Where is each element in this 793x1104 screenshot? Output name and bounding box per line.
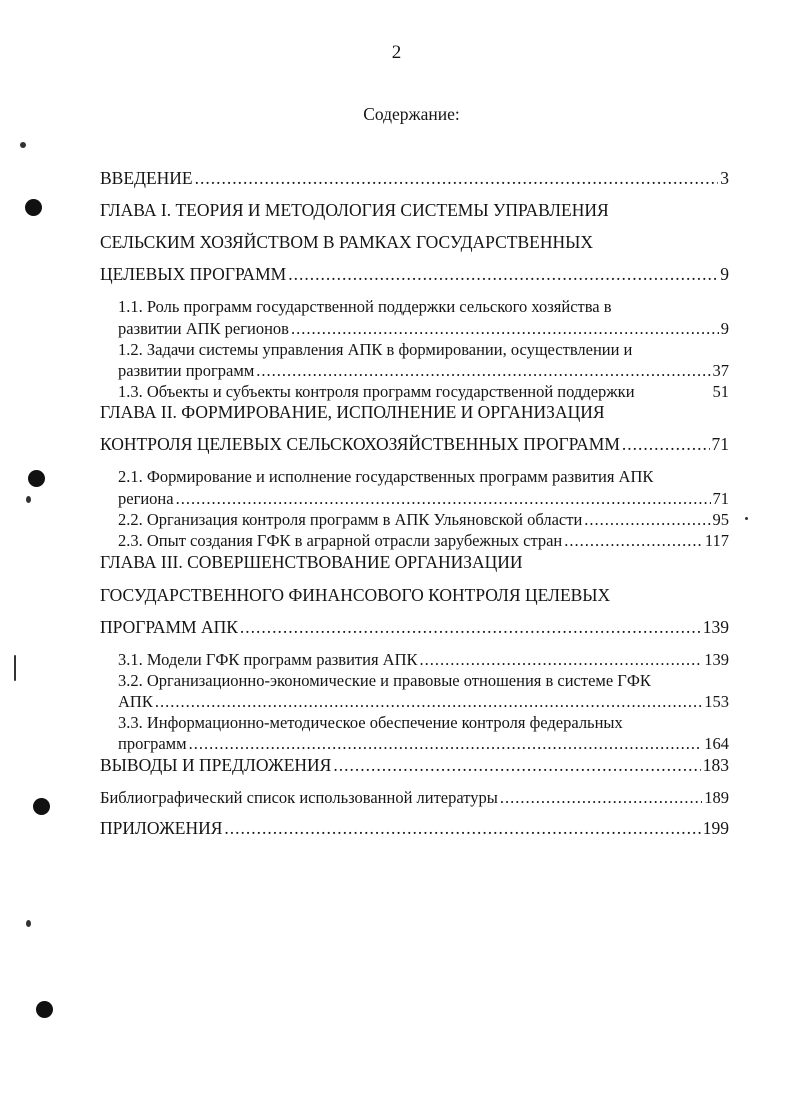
toc-entry-label: Библиографический список использованной литературы [100,788,498,807]
toc-entry-page: 139 [704,650,729,669]
toc-entry-label: ВЫВОДЫ И ПРЕДЛОЖЕНИЯ [100,755,332,775]
toc-leader-dots [291,319,719,339]
binder-hole-mark [25,199,42,216]
toc-entry-bibliography[interactable] [100,788,729,808]
toc-entry-label: ПРОГРАММ АПК [100,617,238,637]
toc-entry-chapter-2[interactable] [100,434,729,454]
toc-leader-dots [500,788,702,808]
chapter-2-heading-line: ГЛАВА II. ФОРМИРОВАНИЕ, ИСПОЛНЕНИЕ И ОРГАНИЗАЦИЯ [100,402,605,422]
toc-entry-section-2-3[interactable] [118,531,729,551]
toc-entry-section-2-1[interactable] [118,489,729,509]
toc-entry-section-3-2[interactable] [118,692,729,712]
toc-entry-label: 2.2. Организация контроля программ в АПК Ульяновской области [118,510,583,529]
toc-entry-chapter-1[interactable] [100,264,729,284]
toc-entry-label: региона [118,489,174,508]
toc-entry-page: 3 [720,168,729,188]
scan-speck [26,496,31,503]
toc-leader-dots [622,434,710,454]
toc-leader-dots [195,168,719,188]
toc-leader-dots [420,650,703,670]
toc-entry-label: развитии программ [118,361,255,380]
toc-entry-label: ЦЕЛЕВЫХ ПРОГРАММ [100,264,287,284]
toc-entry-page: 153 [704,692,729,711]
toc-entry-page: 71 [712,489,729,508]
toc-entry-page: 199 [702,818,729,838]
toc-entry-label: ВВЕДЕНИЕ [100,168,193,188]
chapter-1-heading-line: ГЛАВА I. ТЕОРИЯ И МЕТОДОЛОГИЯ СИСТЕМЫ УПРАВЛЕНИЯ [100,200,609,220]
toc-entry-page: 139 [702,617,729,637]
toc-entry-page: 9 [720,264,729,284]
toc-entry-label: развитии АПК регионов [118,319,289,338]
toc-leader-dots [333,755,700,775]
scan-speck [26,920,31,927]
toc-entry-section-1-1[interactable] [118,319,729,339]
toc-entry-label: АПК [118,692,153,711]
toc-entry-label: 2.3. Опыт создания ГФК в аграрной отрасли зарубежных стран [118,531,563,550]
toc-leader-dots [240,617,701,637]
toc-entry-page: 71 [711,434,729,454]
toc-entry-page: 9 [720,319,729,338]
toc-leader-dots [224,818,700,838]
toc-leader-dots [564,531,703,551]
toc-entry-section-1-3[interactable] [118,382,729,402]
toc-leader-dots [256,361,710,381]
chapter-3-heading-line: ГОСУДАРСТВЕННОГО ФИНАНСОВОГО КОНТРОЛЯ ЦЕЛЕВЫХ [100,585,611,605]
scan-speck [745,517,748,520]
toc-entry-section-3-3[interactable] [118,734,729,754]
section-3-2-line: 3.2. Организационно-экономические и правовые отношения в системе ГФК [118,671,651,690]
toc-leader-dots [584,510,710,530]
binder-hole-mark [36,1001,53,1018]
toc-entry-page: 189 [704,788,729,807]
toc-entry-page: 164 [704,734,729,753]
toc-entry-conclusions[interactable] [100,755,729,775]
toc-leader-dots [189,734,703,754]
toc-leader-dots [155,692,702,712]
section-1-1-line: 1.1. Роль программ государственной поддержки сельского хозяйства в [118,297,612,316]
toc-entry-label: ПРИЛОЖЕНИЯ [100,818,223,838]
toc-entry-section-2-2[interactable] [118,510,729,530]
toc-entry-label: программ [118,734,187,753]
scan-speck [20,142,26,148]
chapter-3-heading-line: ГЛАВА III. СОВЕРШЕНСТВОВАНИЕ ОРГАНИЗАЦИИ [100,552,523,572]
toc-entry-label: КОНТРОЛЯ ЦЕЛЕВЫХ СЕЛЬСКОХОЗЯЙСТВЕННЫХ ПРОГРАММ [100,434,620,454]
toc-entry-label: 1.3. Объекты и субъекты контроля программ государственной поддержки [118,382,635,401]
toc-entry-section-3-1[interactable] [118,650,729,670]
toc-entry-chapter-3[interactable] [100,617,729,637]
binder-hole-mark [28,470,45,487]
toc-entry-page: 117 [704,531,729,550]
toc-entry-page: 95 [712,510,729,529]
chapter-1-heading-line: СЕЛЬСКИМ ХОЗЯЙСТВОМ В РАМКАХ ГОСУДАРСТВЕННЫХ [100,232,594,252]
toc-leader-dots [288,264,718,284]
page-number: 2 [391,42,402,63]
toc-entry-section-1-2[interactable] [118,361,729,381]
section-2-1-line: 2.1. Формирование и исполнение государственных программ развития АПК [118,467,654,486]
scan-speck [14,655,16,681]
toc-leader-dots [176,489,711,509]
toc-entry-intro[interactable] [100,168,729,188]
binder-hole-mark [33,798,50,815]
toc-entry-label: 3.1. Модели ГФК программ развития АПК [118,650,418,669]
toc-entry-page: 51 [712,382,729,401]
toc-entry-page: 183 [702,755,729,775]
section-3-3-line: 3.3. Информационно-методическое обеспечение контроля федеральных [118,713,623,732]
section-1-2-line: 1.2. Задачи системы управления АПК в формировании, осуществлении и [118,340,633,359]
toc-title: Содержание: [363,104,460,124]
toc-entry-appendices[interactable] [100,818,729,838]
toc-entry-page: 37 [712,361,729,380]
